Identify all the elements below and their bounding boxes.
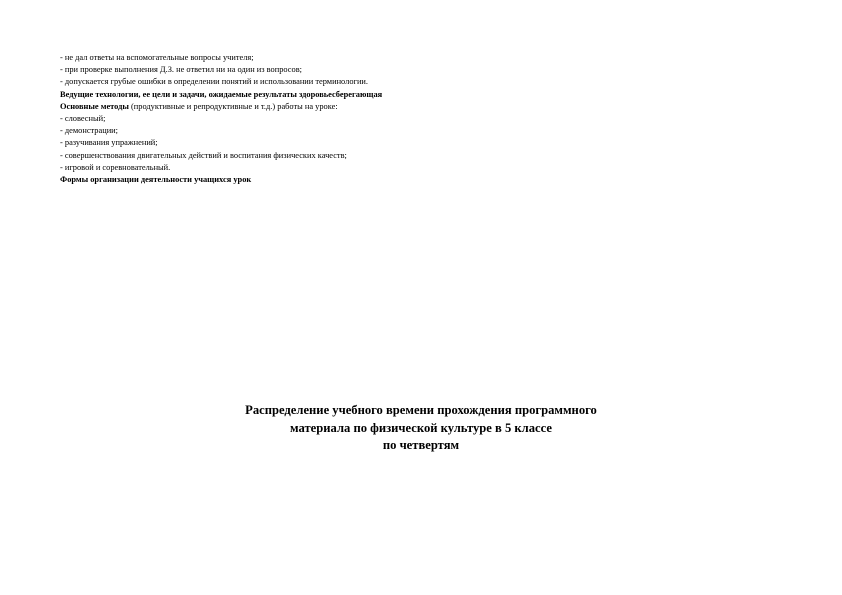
methods-description: (продуктивные и репродуктивные и т.д.) работы на уроке: [128,101,338,111]
text-line: - допускается грубые ошибки в определении понятий и использовании терминологии. [60,77,368,87]
text-line-technologies: Ведущие технологии, ее цели и задачи, ожидаемые результаты здоровьесберегающая [60,89,383,99]
list-item: - словесный; [60,113,106,123]
text-line: - не дал ответы на вспомогательные вопросы учителя; [60,53,254,62]
text-line: - при проверке выполнения Д.З. не ответил ни на один из вопросов; [60,65,302,75]
list-item: - демонстрации; [60,126,118,136]
list-item: - игровой и соревновательный. [60,162,171,172]
methods-label: Основные методы [60,101,129,111]
heading-line: Распределение учебного времени прохождения программного [245,403,597,417]
text-block [60,52,700,186]
list-item: - разучивания упражнений; [60,138,158,148]
text-line-forms: Формы организации деятельности учащихся урок [60,174,252,184]
text-line-methods [60,101,700,113]
heading-line: материала по физической культуре в 5 классе [290,420,552,435]
section-heading [0,402,842,455]
heading-line: по четвертям [382,438,460,452]
list-item: - совершенствования двигательных действий и воспитания физических качеств; [60,150,347,160]
